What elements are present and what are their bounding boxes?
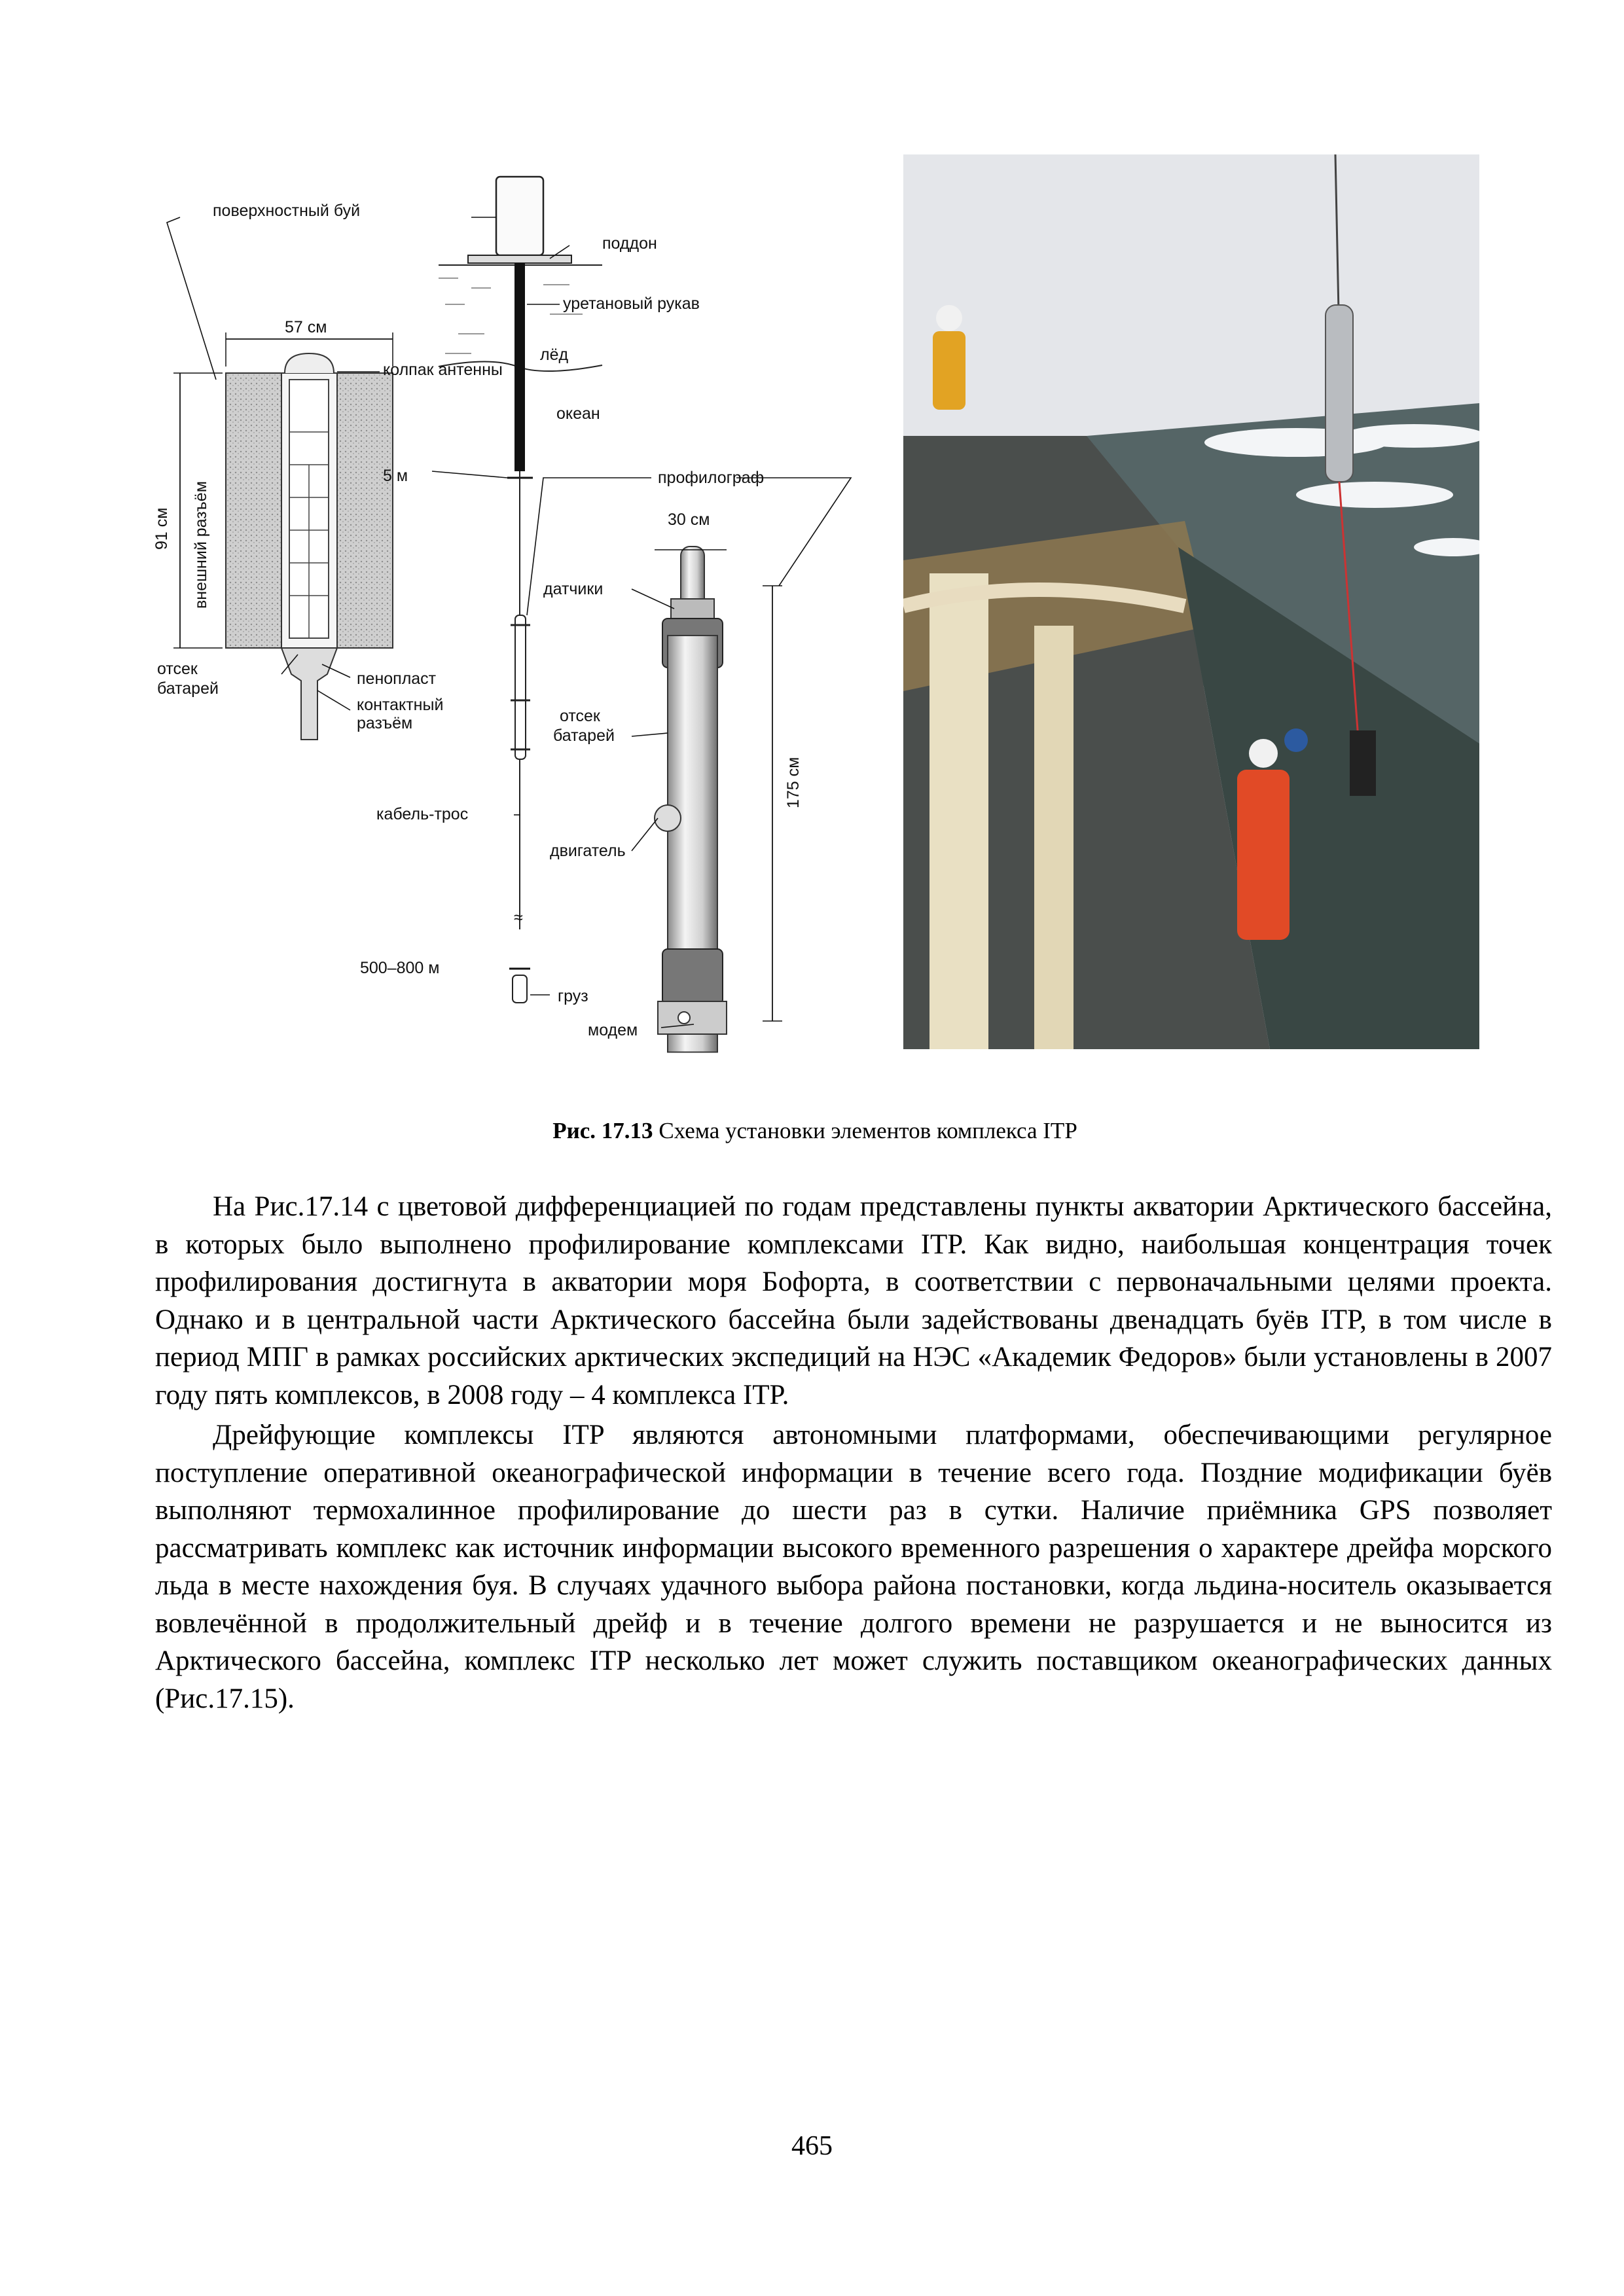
page-number: 465 <box>791 2131 833 2161</box>
label-antenna-cap: колпак антенны <box>383 361 503 379</box>
itp-schematic-diagram <box>151 157 877 1067</box>
label-height-91: 91 см <box>153 507 171 550</box>
label-length-175: 175 см <box>784 757 803 808</box>
label-urethane-sleeve: уретановый рукав <box>563 295 700 313</box>
label-ice: лёд <box>540 346 569 364</box>
label-width-57: 57 см <box>285 318 327 336</box>
label-depth-500-800: 500–800 м <box>360 959 440 977</box>
label-cable: кабель-трос <box>376 805 469 823</box>
label-ocean: океан <box>556 404 600 423</box>
label-profiler: профилограф <box>658 469 765 487</box>
label-battery-compartment: отсек батарей <box>157 660 219 698</box>
figure-caption <box>151 1118 1479 1144</box>
label-motor: двигатель <box>550 842 626 860</box>
label-contact-connector: контактный разъём <box>357 696 444 732</box>
label-depth-5m: 5 м <box>383 467 408 485</box>
paragraph: Дрейфующие комплексы ITP являются автономными платформами, обеспечивающими регулярное поступление оперативной океанографической информации в течение всего года. Поздние модификации буёв выполняют термохалинное профилирование до шести раз в сутки. Наличие приёмника GPS позволяет рассматривать комплекс как источник информации высокого временного разрешения о характере дрейфа морского льда в месте нахождения буя. В случаях удачного выбора района постановки, когда льдина-носитель оказывается вовлечённой в продолжительный дрейф и в течение долгого времени не разрушается и не выносится из Арктического бассейна, комплекс ITP несколько лет может служить поставщиком океанографических данных (Рис.17.15). <box>155 1420 1552 1714</box>
label-width-30: 30 см <box>668 511 710 529</box>
crew-member-top <box>933 305 965 410</box>
svg-text:≈: ≈ <box>514 908 523 927</box>
body-text <box>155 1188 1552 1717</box>
label-modem: модем <box>588 1021 638 1039</box>
label-weight: груз <box>558 987 588 1005</box>
caption-text: Схема установки элементов комплекса ITP <box>653 1118 1077 1143</box>
label-external-connector: внешний разъём <box>192 481 210 609</box>
caption-number: Рис. 17.13 <box>552 1118 653 1143</box>
label-surface-buoy: поверхностный буй <box>213 202 361 220</box>
label-foam: пенопласт <box>357 670 437 688</box>
label-pallet: поддон <box>602 234 657 253</box>
profiler-detail <box>655 547 782 1052</box>
deployment-photo <box>903 154 1479 1049</box>
label-profiler-battery: отсек батарей <box>553 707 615 745</box>
paragraph: На Рис.17.14 с цветовой дифференциацией по годам представлены пункты акватории Арктического бассейна, в которых было выполнено профилирование комплексами ITP. Как видно, наибольшая концентрация точек профилирования достигнута в акватории моря Бофорта, в соответствии с первоначальными целями проекта. Однако и в центральной части Арктического бассейна были задействованы двенадцать буёв ITP, в том числе в период МПГ в рамках российских арктических экспедиций на НЭС «Академик Федоров» были установлены в 2007 году пять комплексов, в 2008 году – 4 комплекса ITP. <box>155 1191 1552 1410</box>
label-sensors: датчики <box>543 580 604 598</box>
